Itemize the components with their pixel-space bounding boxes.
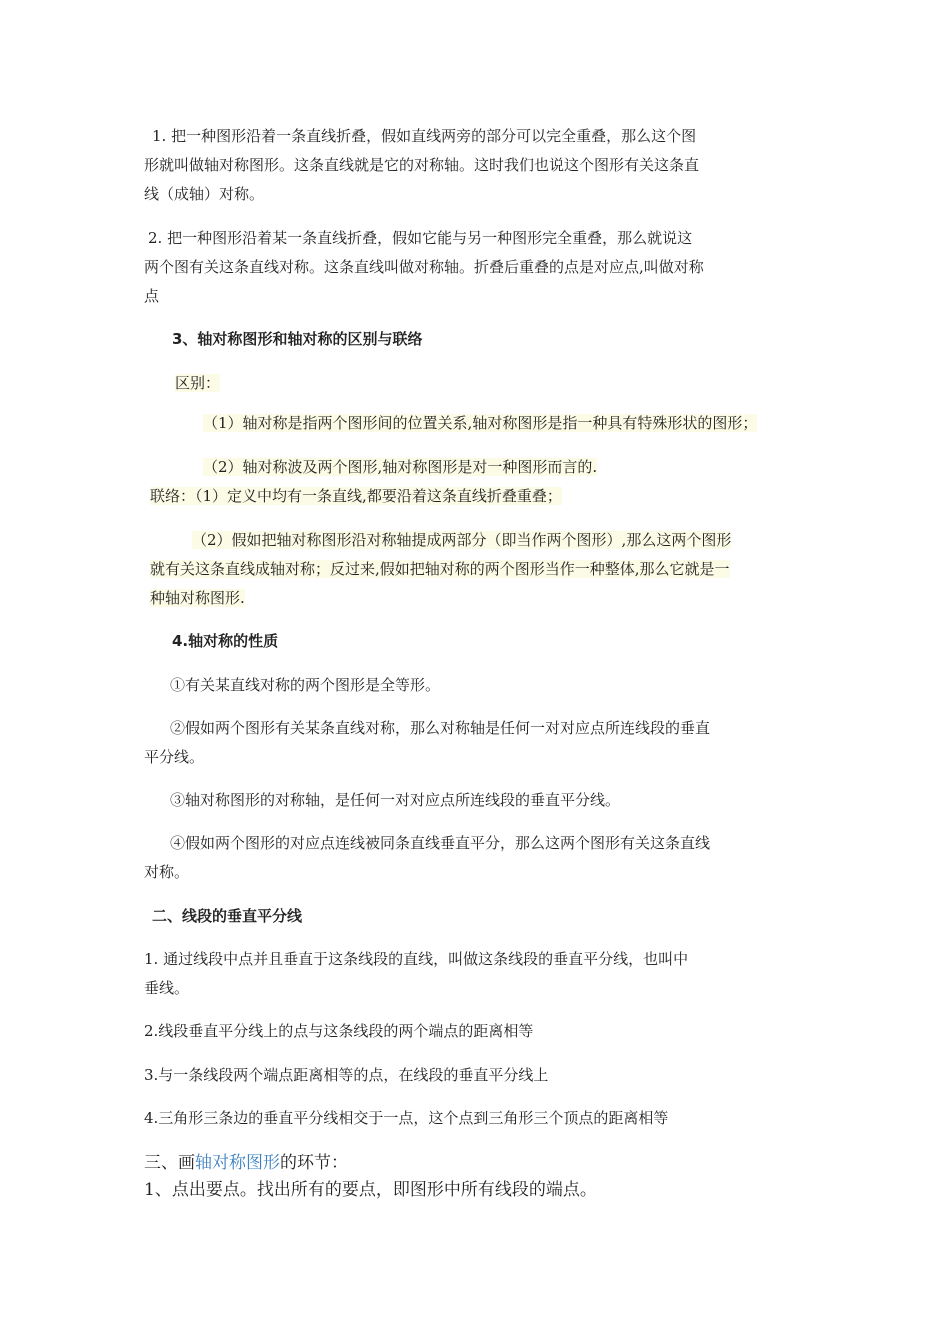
text-line: 区别： bbox=[175, 374, 221, 392]
text-line: 垂线。 bbox=[144, 979, 190, 997]
diff-item-1 bbox=[203, 409, 757, 438]
link-item-2 bbox=[150, 526, 830, 613]
text-line: （2）轴对称波及两个图形,轴对称图形是对一种图形而言的. bbox=[203, 458, 598, 476]
link-item-1 bbox=[150, 482, 562, 511]
diff-item-2 bbox=[203, 453, 597, 482]
paragraph-2 bbox=[144, 224, 808, 311]
text-line: （1）轴对称是指两个图形间的位置关系,轴对称图形是指一种具有特殊形状的图形； bbox=[203, 414, 758, 432]
text-line: 对称。 bbox=[144, 863, 190, 881]
text-segment: 三、画 bbox=[144, 1153, 195, 1173]
text-line: 点 bbox=[144, 287, 160, 305]
section-2-title: 二、线段的垂直平分线 bbox=[152, 907, 303, 925]
section-3-title bbox=[144, 1149, 808, 1178]
sec2-item-2: 2.线段垂直平分线上的点与这条线段的两个端点的距离相等 bbox=[144, 1022, 534, 1040]
text-line: 两个图有关这条直线对称。这条直线叫做对称轴。折叠后重叠的点是对应点,叫做对称 bbox=[144, 258, 704, 276]
term-link[interactable]: 轴对称图形 bbox=[195, 1153, 280, 1173]
text-line: 线（成轴）对称。 bbox=[144, 185, 265, 203]
paragraph-1 bbox=[144, 122, 808, 209]
text-segment: 的环节： bbox=[280, 1153, 348, 1173]
sec2-item-1 bbox=[144, 945, 808, 1003]
text-line: 联络：（1）定义中均有一条直线,都要沿着这条直线折叠重叠； bbox=[150, 487, 562, 505]
text-line: （2）假如把轴对称图形沿对称轴提成两部分（即当作两个图形）,那么这两个图形 bbox=[192, 531, 732, 549]
text-line: ④假如两个图形的对应点连线被同条直线垂直平分，那么这两个图形有关这条直线 bbox=[170, 834, 711, 852]
property-2 bbox=[144, 714, 808, 772]
text-line: 1. 把一种图形沿着一条直线折叠，假如直线两旁的部分可以完全重叠，那么这个图 bbox=[152, 127, 697, 145]
text-line: 就有关这条直线成轴对称；反过来,假如把轴对称的两个图形当作一种整体,那么它就是一 bbox=[150, 560, 730, 578]
text-line: 1. 通过线段中点并且垂直于这条线段的直线，叫做这条线段的垂直平分线，也叫中 bbox=[144, 950, 689, 968]
section-3-step-1: 1、点出要点。找出所有的要点，即图形中所有线段的端点。 bbox=[144, 1180, 597, 1200]
property-4 bbox=[144, 829, 808, 887]
heading-4: 4.轴对称的性质 bbox=[172, 632, 279, 650]
property-1: ①有关某直线对称的两个图形是全等形。 bbox=[170, 676, 441, 694]
property-3: ③轴对称图形的对称轴，是任何一对对应点所连线段的垂直平分线。 bbox=[170, 791, 621, 809]
text-line: 2. 把一种图形沿着某一条直线折叠，假如它能与另一种图形完全重叠，那么就说这 bbox=[148, 229, 693, 247]
text-line: 形就叫做轴对称图形。这条直线就是它的对称轴。这时我们也说这个图形有关这条直 bbox=[144, 156, 700, 174]
heading-3: 3、轴对称图形和轴对称的区别与联络 bbox=[172, 330, 423, 348]
diff-label bbox=[175, 369, 220, 398]
text-line: 种轴对称图形. bbox=[150, 589, 245, 607]
text-line: ②假如两个图形有关某条直线对称，那么对称轴是任何一对对应点所连线段的垂直 bbox=[170, 719, 711, 737]
sec2-item-4: 4.三角形三条边的垂直平分线相交于一点，这个点到三角形三个顶点的距离相等 bbox=[144, 1109, 669, 1127]
sec2-item-3: 3.与一条线段两个端点距离相等的点，在线段的垂直平分线上 bbox=[144, 1066, 549, 1084]
text-line: 平分线。 bbox=[144, 748, 205, 766]
